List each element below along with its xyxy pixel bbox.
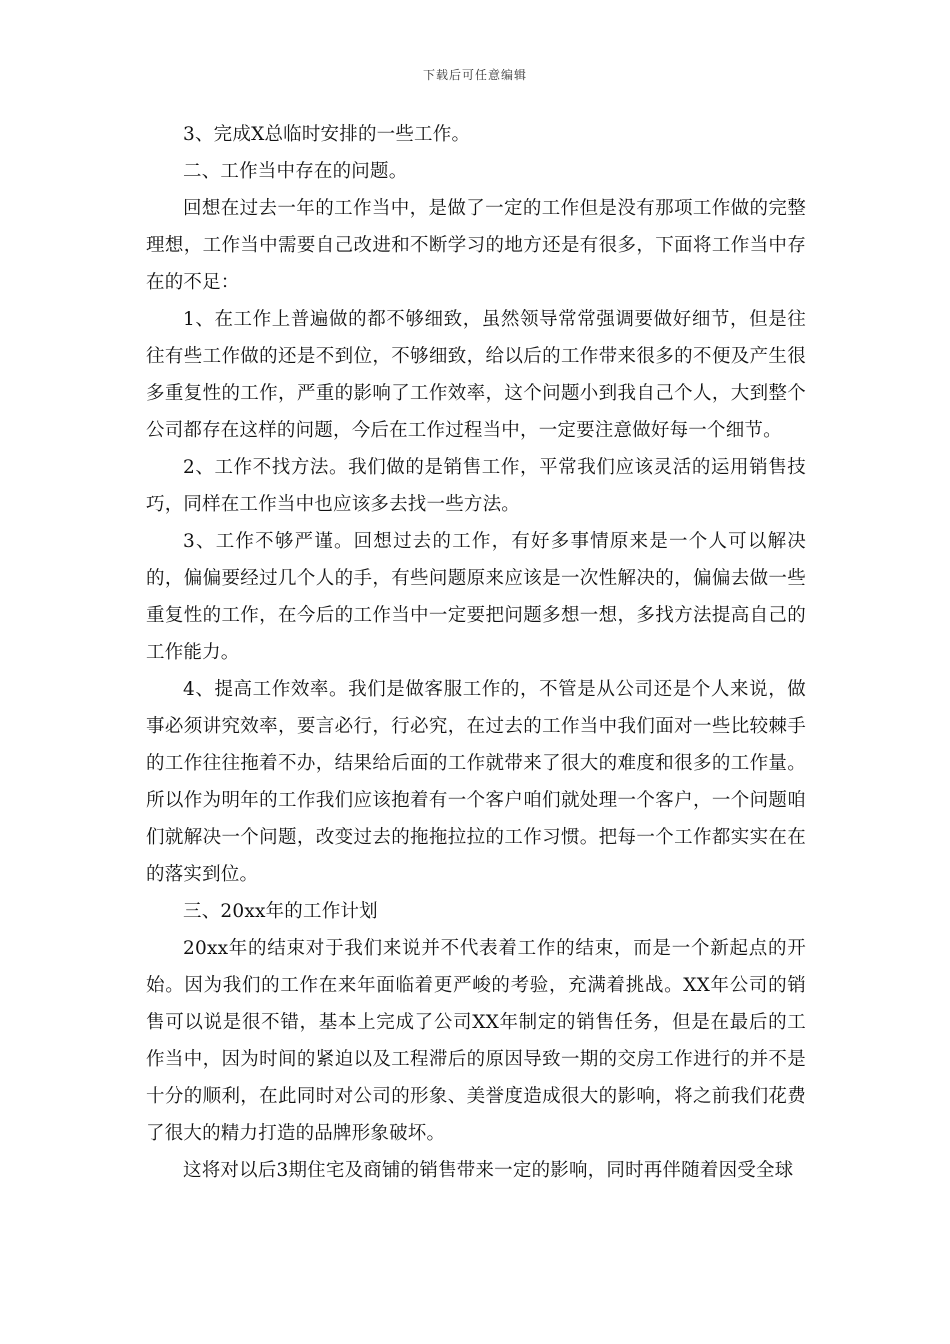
section-heading-work-plan: 三、20xx年的工作计划 xyxy=(183,901,378,922)
page-header: 下载后可任意编辑 xyxy=(422,68,527,82)
paragraph-item-3-complete-tasks: 3、完成X总临时安排的一些工作。 xyxy=(183,124,471,145)
paragraph-issue-3: 3、工作不够严谨。回想过去的工作，有好多事情原来是一个人可以解决的，偏偏要经过几个人的手，有些问题原来应该是一次性解决的，偏偏去做一些重复性的工作，在今后的工作当中一定要把问题多想一想，多找方法提高自己的工作能力。 xyxy=(146,531,806,663)
paragraph-issue-1: 1、在工作上普遍做的都不够细致，虽然领导常常强调要做好细节，但是往往有些工作做的还是不到位，不够细致，给以后的工作带来很多的不便及产生很多重复性的工作，严重的影响了工作效率，这个问题小到我自己个人，大到整个公司都存在这样的问题，今后在工作过程当中，一定要注意做好每一个细节。 xyxy=(146,309,806,441)
paragraph-issue-4: 4、提高工作效率。我们是做客服工作的，不管是从公司还是个人来说，做事必须讲究效率，要言必行，行必究，在过去的工作当中我们面对一些比较棘手的工作往往拖着不办，结果给后面的工作就带来了很大的难度和很多的工作量。所以作为明年的工作我们应该抱着有一个客户咱们就处理一个客户，一个问题咱们就解决一个问题，改变过去的拖拖拉拉的工作习惯。把每一个工作都实实在在的落实到位。 xyxy=(146,679,806,885)
section-heading-problems: 二、工作当中存在的问题。 xyxy=(183,161,408,182)
paragraph-plan-impact: 这将对以后3期住宅及商铺的销售带来一定的影响，同时再伴随着因受全球 xyxy=(183,1160,794,1181)
paragraph-reflection: 回想在过去一年的工作当中，是做了一定的工作但是没有那项工作做的完整理想，工作当中需要自己改进和不断学习的地方还是有很多，下面将工作当中存在的不足： xyxy=(146,198,806,293)
paragraph-plan-intro: 20xx年的结束对于我们来说并不代表着工作的结束，而是一个新起点的开始。因为我们的工作在来年面临着更严峻的考验，充满着挑战。XX年公司的销售可以说是很不错，基本上完成了公司XX年制定的销售任务，但是在最后的工作当中，因为时间的紧迫以及工程滞后的原因导致一期的交房工作进行的并不是十分的顺利，在此同时对公司的形象、美誉度造成很大的影响，将之前我们花费了很大的精力打造的品牌形象破坏。 xyxy=(146,938,806,1144)
paragraph-issue-2: 2、工作不找方法。我们做的是销售工作，平常我们应该灵活的运用销售技巧，同样在工作当中也应该多去找一些方法。 xyxy=(146,457,806,515)
document-body xyxy=(146,116,806,1189)
